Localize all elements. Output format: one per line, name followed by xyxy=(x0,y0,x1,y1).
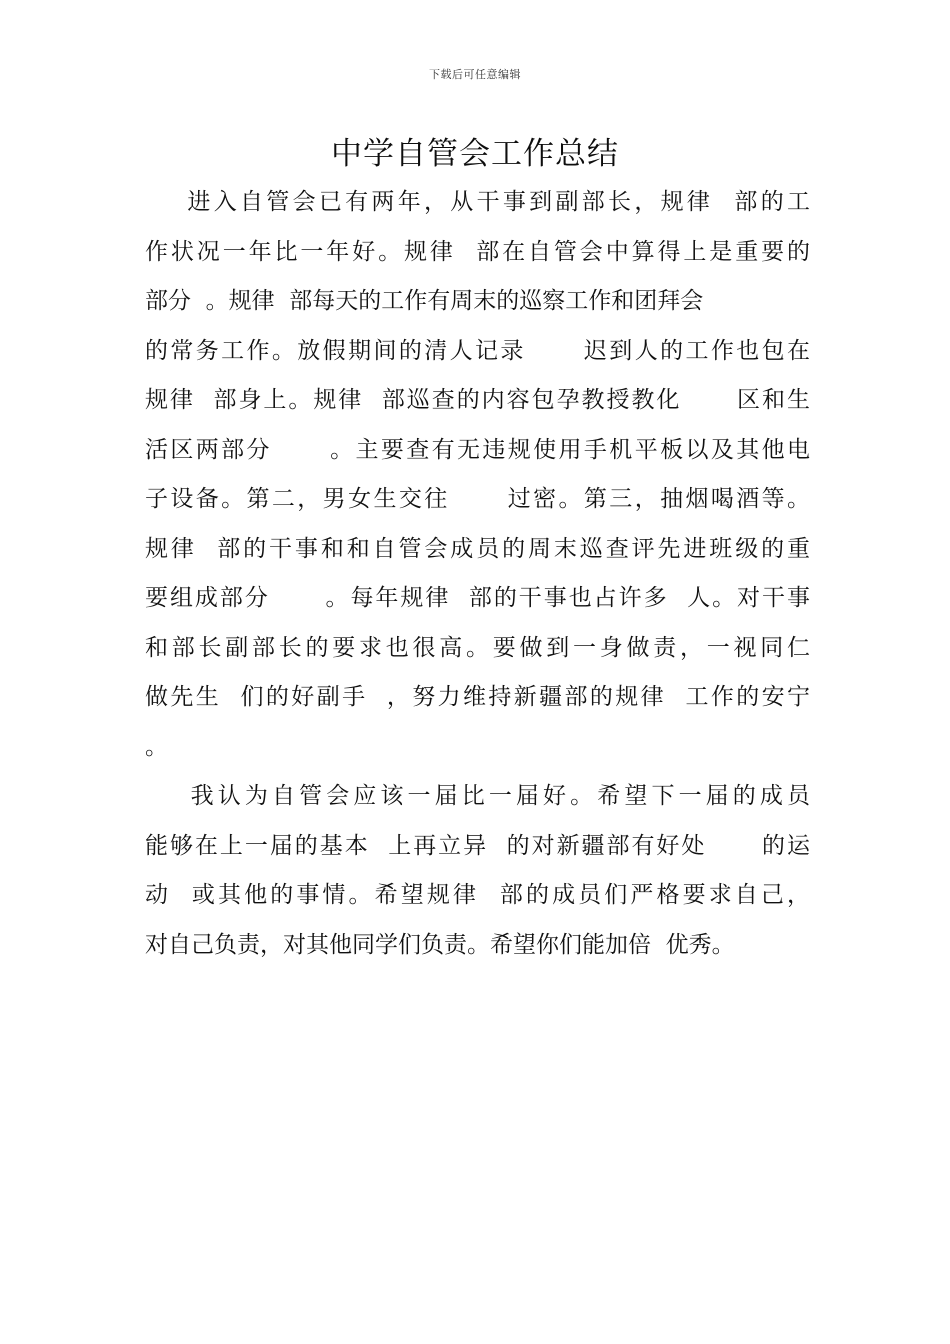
text-line: 的常务工作。放假期间的清人记录 迟到人的工作也包在 xyxy=(145,337,810,364)
document-body xyxy=(145,178,810,970)
text-line: 要组成部分 。每年规律 部的干事也占许多 人。对干事 xyxy=(145,585,810,611)
text-line: 部分 。规律 部每天的工作有周末的巡察工作和团拜会 xyxy=(145,288,704,314)
text-line: 动 或其他的事情。希望规律 部的成员们严格要求自己， xyxy=(145,882,810,908)
text-line: 活区两部分 。主要查有无违规使用手机平板以及其他电 xyxy=(145,436,810,463)
paragraph-1 xyxy=(145,178,810,772)
text-line: 规律 部的干事和和自管会成员的周末巡查评先进班级的重 xyxy=(145,535,810,562)
text-line: 和部长副部长的要求也很高。要做到一身做责，一视同仁 xyxy=(145,634,810,661)
text-line: 进入自管会已有两年，从干事到副部长，规律 部的工 xyxy=(145,189,810,215)
header-note: 下载后可任意编辑 xyxy=(429,68,521,81)
text-line: 规律 部身上。规律 部巡查的内容包孕教授教化 区和生 xyxy=(145,387,810,413)
text-line: 子设备。第二，男女生交往 过密。第三，抽烟喝酒等。 xyxy=(145,486,810,512)
paragraph-2 xyxy=(145,772,810,970)
text-line: 。 xyxy=(145,733,168,760)
text-line: 我认为自管会应该一届比一届好。希望下一届的成员 xyxy=(145,783,810,809)
text-line: 做先生 们的好副手 ，努力维持新疆部的规律 工作的安宁 xyxy=(145,684,810,710)
text-line: 作状况一年比一年好。规律 部在自管会中算得上是重要的 xyxy=(145,238,810,265)
text-line: 能够在上一届的基本 上再立异 的对新疆部有好处 的运 xyxy=(145,832,810,859)
document-title: 中学自管会工作总结 xyxy=(331,136,619,172)
text-line: 对自己负责，对其他同学们负责。希望你们能加倍 优秀。 xyxy=(145,931,735,958)
